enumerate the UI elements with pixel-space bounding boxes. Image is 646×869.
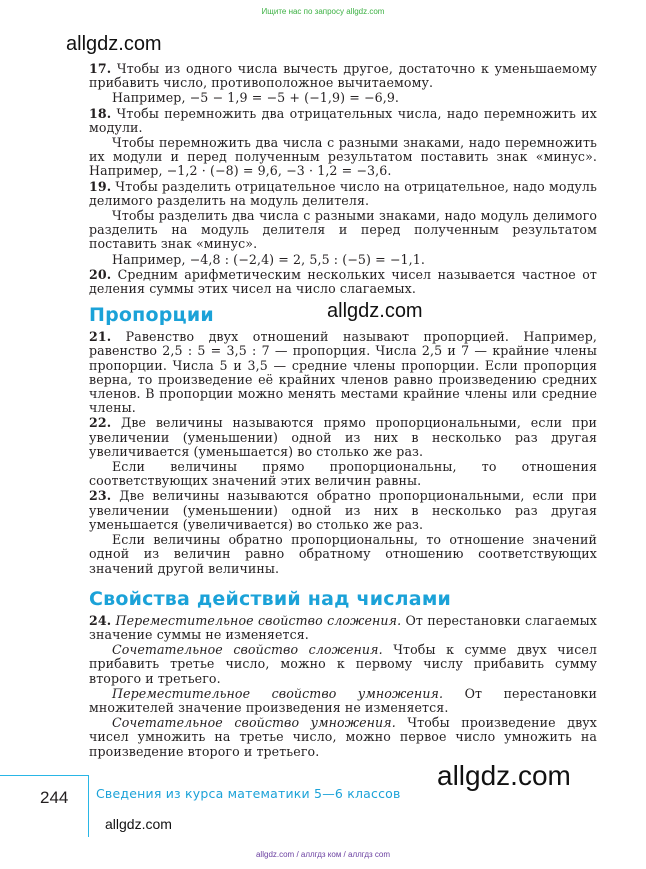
- watermark: allgdz.com: [105, 816, 172, 832]
- paragraph-text: Чтобы из одного числа вычесть другое, достаточно к уменьшаемому прибавить число, противоположное вычитаемому.: [89, 61, 597, 91]
- paragraph-text: Равенство двух отношений называют пропорцией. Например, равенство 2,5 : 5 = 3,5 : 7 — пропорция. Числа 2,5 и 7 — крайние члены пропорции. Числа 5 и 3,5 — средние члены пропорции. Если пропорция верна, то произведение её крайних членов равно произведению средних членов. В пропорции можно менять местами крайние члены или средние члены.: [89, 329, 597, 416]
- paragraph-text: Две величины называются прямо пропорциональными, если при увеличении (уменьшении) одной из них в несколько раз другая увеличивается (уменьшается) во столько же раз.: [89, 415, 597, 459]
- watermark: allgdz.com: [437, 760, 571, 791]
- paragraph-text: От перестановки множителей значение произведения не изменяется.: [89, 685, 597, 715]
- top-banner: Ищите нас по запросу allgdz.com: [261, 7, 385, 16]
- paragraph-17-example: [89, 91, 597, 105]
- term: Сочетательное свойство умножения.: [112, 715, 396, 731]
- bottom-banner: allgdz.com / аллгдз ком / аллгдз com: [255, 850, 391, 859]
- paragraph-text: Чтобы перемножить два числа с разными знаками, надо перемножить их модули и перед полученным результатом поставить знак «минус». Например, −1,2 · (−8) = 9,6, −3 · 1,2 = −3,6.: [89, 135, 597, 179]
- paragraph-text: Средним арифметическим нескольких чисел называется частное от деления суммы этих чисел на число слагаемых.: [89, 266, 597, 297]
- item-number: 23.: [89, 488, 112, 504]
- item-number: 17.: [89, 61, 112, 76]
- paragraph-text: Если величины прямо пропорциональны, то отношения соответствующих значений этих величин равны.: [89, 459, 597, 489]
- paragraph-21: [89, 330, 597, 415]
- page-number: 244: [40, 788, 69, 807]
- paragraph-23: [89, 489, 597, 532]
- paragraph-text: Например, −5 − 1,9 = −5 + (−1,9) = −6,9.: [112, 90, 400, 106]
- paragraph-22: [89, 416, 597, 459]
- paragraph-17: [89, 62, 597, 90]
- paragraph-text: Чтобы произведение двух чисел умножить на третье число, можно первое число умножить на произведение второго и третьего.: [89, 715, 597, 759]
- term: Сочетательное свойство сложения.: [112, 642, 383, 658]
- term: Переместительное свойство сложения.: [111, 612, 402, 628]
- section-heading-proportions: Пропорции: [89, 304, 214, 327]
- paragraph-19: [89, 180, 597, 208]
- item-number: 22.: [89, 415, 112, 431]
- paragraph-18-cont: [89, 136, 597, 179]
- item-number: 24.: [89, 612, 112, 628]
- item-number: 20.: [89, 266, 112, 282]
- paragraph-24-comm-mult: [89, 687, 597, 715]
- footer-divider: [0, 775, 89, 776]
- page-content: [89, 62, 597, 759]
- paragraph-19-cont: [89, 209, 597, 252]
- paragraph-text: Чтобы разделить отрицательное число на отрицательное, надо модуль делимого разделить на модуль делителя.: [89, 178, 597, 208]
- paragraph-text: Чтобы разделить два числа с разными знаками, надо модуль делимого разделить на модуль делителя и перед полученным результатом поставить знак «минус».: [89, 208, 597, 252]
- paragraph-24-assoc-mult: [89, 716, 597, 759]
- term: Переместительное свойство умножения.: [112, 685, 444, 701]
- paragraph-24-assoc-add: [89, 643, 597, 686]
- paragraph-text: От перестановки слагаемых значение суммы не изменяется.: [89, 612, 597, 642]
- paragraph-19-example: [89, 253, 597, 267]
- watermark: allgdz.com: [66, 33, 162, 55]
- paragraph-text: Чтобы к сумме двух чисел прибавить третье число, можно к первому числу прибавить сумму второго и третьего.: [89, 642, 598, 686]
- paragraph-22-cont: [89, 460, 597, 488]
- paragraph-24: [89, 614, 597, 642]
- paragraph-text: Например, −4,8 : (−2,4) = 2, 5,5 : (−5) = −1,1.: [112, 251, 425, 267]
- paragraph-text: Две величины называются обратно пропорциональными, если при увеличении (уменьшении) одной из них в несколько раз другая уменьшается (увеличивается) во столько же раз.: [89, 488, 597, 532]
- section-heading-properties: Свойства действий над числами: [89, 587, 452, 610]
- footer-divider: [88, 775, 89, 837]
- paragraph-text: Если величины обратно пропорциональны, то отношение значений одной из величин равно обратному отношению соответствующих значений другой величины.: [89, 532, 597, 576]
- paragraph-20: [89, 268, 597, 296]
- item-number: 21.: [89, 329, 112, 345]
- paragraph-text: Чтобы перемножить два отрицательных числа, надо перемножить их модули.: [89, 105, 597, 135]
- paragraph-23-cont: [89, 533, 597, 576]
- item-number: 19.: [89, 178, 112, 194]
- running-footer: Сведения из курса математики 5—6 классов: [96, 786, 401, 801]
- watermark: allgdz.com: [327, 300, 423, 322]
- paragraph-18: [89, 107, 597, 135]
- item-number: 18.: [89, 105, 112, 121]
